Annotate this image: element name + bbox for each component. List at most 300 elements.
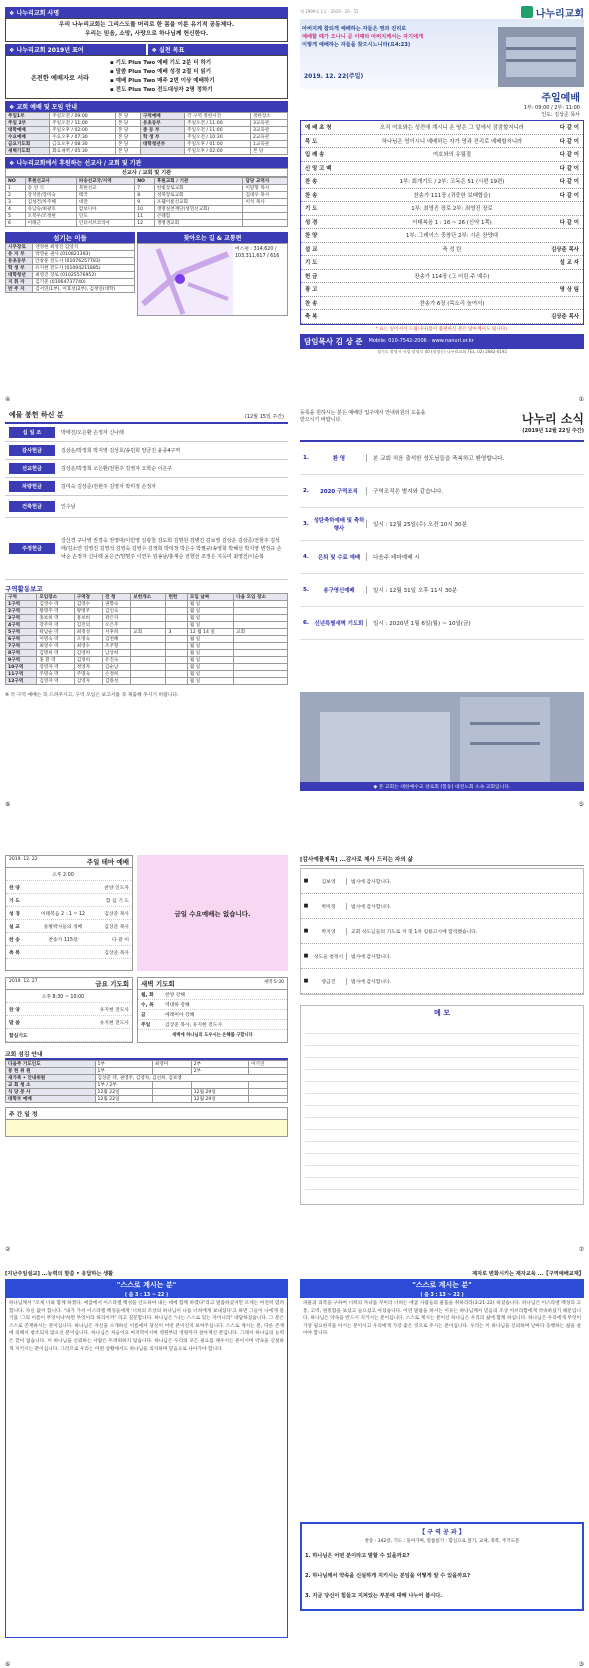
zone-header-cell: 모임 날짜 <box>187 594 233 601</box>
offering-category: 건축헌금 <box>9 501 55 512</box>
order-item-leader: 다 같 이 <box>559 192 579 199</box>
theme-cell: 김상준 목사 <box>104 924 129 930</box>
goal-item: ▪ 예배 Plus Two 매주 2번 이상 예배하기 <box>110 78 215 84</box>
times-row <box>6 148 288 155</box>
zone-cell: 월 일 <box>187 615 233 622</box>
page-number: ④ <box>5 396 11 403</box>
mission-cell: 이태근 <box>25 220 76 227</box>
sermon-body: 하나님께서 "모세 너와 함께 하겠다. 애굽에서 이스라엘 백성을 인도하여 내는 데에 함께 하겠다"라고 말씀하셨지만 모세는 여전히 염려합니다. 자신 없어 합니다. "내가 가서 이스라엘 백성들에게 '너희의 조상의 하나님이 나를 너희에게 보내셨다'고 하면 그들이 나에게 묻기를 '그의 이름이 무엇이냐'하면 무엇이라 하리이까" 라고 질문합니다. 하나님은 "나는 스스로 있는 자이니라" 대답하셨습니다. 그 분은 스스로 존재하시는 분이십니다. 하나님은 자신을 소개하신 이름에서 당신이 어떤 분이신지 보여주십니다. 스스로 계시는 분, 다른 존재에 의해서 창조되지 않으신 분이십니다. 하나님은 처음이요 마지막이시며 영원부터 영원까지 살아계신 분입니다. 그래서 하나님의 능력은 끝이 없습니다. 이 하나님을 신뢰하는 사람은 두려워하지 않습니다. 하나님은 우리의 모든 필요를 채우시는 분이시며 약속을 신실하게 지키시는 분이십니다. 그러므로 우리는 어떤 상황에서도 하나님을 의지하며 믿음으로 나아가야 합니다. <box>5 1298 288 1638</box>
order-item-name: 기 도 <box>305 260 318 267</box>
friday-date: 2019. 12. 27 <box>9 979 38 984</box>
zone-report-table <box>5 593 288 685</box>
theme-service-order <box>6 868 132 959</box>
guide-cell: 봉 헌 위 원 <box>6 1068 96 1075</box>
times-row <box>6 134 288 141</box>
zone-cell: 김영자 <box>74 678 102 685</box>
page-number: ⑤ <box>578 801 584 808</box>
zone-cell: 장영자 댁 <box>37 664 74 671</box>
zone-cell: 김천혜 <box>103 636 131 643</box>
news-heading: 은퇴 및 수료 예배 <box>317 555 361 561</box>
zone-header-cell: 헌헌 <box>166 594 187 601</box>
bullet-icon: ■ <box>303 878 309 884</box>
zone-cell: 김진의 <box>74 622 102 629</box>
zone-cell: 1구역 <box>6 601 37 608</box>
zone-cell <box>234 615 288 622</box>
thanks-content: 범사에 감사합니다. <box>351 904 392 910</box>
guide-row <box>6 1089 288 1096</box>
zone-cell: 최영수 <box>74 643 102 650</box>
zone-cell <box>234 643 288 650</box>
service-guide-table <box>5 1060 288 1103</box>
order-item-name: 예 배 초 청 <box>305 125 332 132</box>
map-heading: 찾아오는 길 & 교통편 <box>137 232 288 243</box>
offering-row <box>5 460 288 478</box>
times-cell: 주일오후 / 02:00 <box>185 148 251 155</box>
mission-header-cell: 후원선교사 <box>25 178 76 185</box>
dawn-day: 금 <box>141 1013 146 1018</box>
times-cell: 수요예배 <box>6 134 50 141</box>
order-item-name: 설 교 <box>305 246 318 253</box>
zone-cell: 김정희 <box>74 657 102 664</box>
zone-cell: 권향숙 <box>103 601 131 608</box>
offering-category: 선교헌금 <box>9 463 55 474</box>
news-item <box>300 607 584 640</box>
mission-header-cell: 담당 교역자 <box>243 178 288 185</box>
times-cell: 본 당 <box>116 141 141 148</box>
mission-cell: 4 <box>6 206 26 213</box>
bulletin-date: 2019. 12. 22(주일) <box>304 73 364 80</box>
offering-names: 박태진/오은환 손정자 신나래 <box>61 429 124 436</box>
guide-cell <box>152 1068 191 1075</box>
zone-cell <box>131 615 166 622</box>
offering-row <box>5 478 288 496</box>
mission-cell: 태국 <box>76 192 134 199</box>
mission-cell: 캄보디아 <box>76 206 134 213</box>
order-item-leader: 다 같 이 <box>559 179 579 186</box>
page-number: ⑦ <box>578 1246 584 1253</box>
mission-cell: 5 <box>6 213 26 220</box>
zone-cell: 7구역 <box>6 643 37 650</box>
zone-cell: 월 일 <box>187 622 233 629</box>
order-item-name: 묵 도 <box>305 138 318 145</box>
mission-cell: 인터서브코리아 <box>76 220 134 227</box>
bulletin-page-study <box>300 1270 584 1668</box>
theme-cell: 김상준 목사 <box>104 950 129 956</box>
order-item-content: 1부: 회개기도 / 2부: 고독은 51 (시편 19편) <box>399 179 505 186</box>
staff-row <box>6 279 135 286</box>
dawn-day: 수, 목 <box>141 1003 154 1008</box>
news-content: 다음주 테마예배 시 <box>366 553 584 561</box>
zone-cell <box>234 650 288 657</box>
zone-cell: 최영수 댁 <box>37 643 74 650</box>
news-item <box>300 442 584 475</box>
dawn-note: 새벽에 하나님의 도우시는 은혜를 구합니다 <box>172 1033 253 1038</box>
zone-cell <box>131 636 166 643</box>
dawn-day: 월, 화 <box>141 993 154 998</box>
mission-cell: 9 <box>135 199 155 206</box>
bullet-icon: ■ <box>303 978 309 984</box>
goal-heading: ❖ 나누리교회 2019년 표어 <box>5 44 146 55</box>
news-number: 4. <box>302 554 310 560</box>
times-cell: 주일1부 <box>6 113 50 120</box>
offering-category: 감사헌금 <box>9 445 55 456</box>
zone-cell: 8구역 <box>6 650 37 657</box>
order-item-name: 축 복 <box>305 314 318 321</box>
dawn-row <box>138 990 287 1000</box>
friday-prayer-order <box>6 990 132 1042</box>
study-title: "스스로 계시는 분" <box>300 1279 584 1291</box>
mission-cell: 오복우/조정현 <box>25 213 76 220</box>
thanks-content: 범사에 감사합니다. <box>351 879 392 885</box>
guide-cell: 1부 / 2부 <box>95 1082 152 1089</box>
order-item <box>301 189 583 203</box>
thanks-row <box>301 869 583 894</box>
church-building-photo <box>498 27 584 87</box>
order-item <box>301 310 583 324</box>
mission-cell: 생명생교회 <box>154 220 243 227</box>
zone-cell: 곽남순 댁 <box>37 629 74 636</box>
bus-info: 버스편 : 314,620 / 103,311,617 / 616 <box>235 247 280 259</box>
staff-row <box>6 244 135 251</box>
zone-cell: 김영희 <box>74 650 102 657</box>
zone-row <box>6 601 288 608</box>
guide-cell <box>249 1089 288 1096</box>
order-item-name: 기 도 <box>305 206 318 213</box>
issue-info: 제 1999호 1호 · 2019 · 20 · 51 <box>300 9 359 14</box>
study-question: 3. 지금 당신이 힘들고 지쳐있는 부분에 대해 나누어 봅시다. <box>305 1593 443 1599</box>
times-cell: 금요기도회 <box>6 141 50 148</box>
staff-row <box>6 272 135 279</box>
mission-cell: 12 <box>135 220 155 227</box>
zone-cell: 교회 <box>234 629 288 636</box>
times-cell: 주일오후 / 01:00 <box>185 141 251 148</box>
theme-row <box>6 881 132 894</box>
news-content: 일시 : 2020년 1월 6일(월) ~ 10일(금) <box>366 619 584 627</box>
zone-cell: 오명숙 <box>74 636 102 643</box>
memo-box <box>300 1005 584 1205</box>
offering-list <box>5 424 288 580</box>
order-item <box>301 270 583 284</box>
worship-leader: 인도: 김상준 목사 <box>541 112 580 118</box>
dawn-time: 새벽 5:30 <box>263 980 284 985</box>
mission-cell <box>243 206 288 213</box>
guide-cell <box>152 1082 191 1089</box>
zone-footer-note: ※ 각 구역 예배는 꼭 드려주시고, 구역 모임은 보고서를 꼭 제출해 주시기 바랍니다. <box>5 693 179 698</box>
map-graphic <box>138 244 233 317</box>
mission-cell: 한빛장로교회 <box>154 185 243 192</box>
thanks-name: 박지영 <box>311 928 347 935</box>
order-item-content: 찬송가 114장 (그 어린 주 예수) <box>414 273 490 280</box>
zone-cell <box>166 643 187 650</box>
friday-cell: 유지현 전도사 <box>99 1007 129 1013</box>
times-cell: 유초등부 <box>140 120 184 127</box>
mission-cell: 대만 <box>76 199 134 206</box>
zone-cell: 손정희 <box>103 671 131 678</box>
times-cell: 본 당 <box>116 134 141 141</box>
guide-row <box>6 1075 288 1082</box>
times-cell: 새벽기도회 <box>6 148 50 155</box>
mission-header-cell: NO <box>6 178 26 185</box>
standing-note: * 표는 일어서서 드립니다(몸이 불편하신 분은 앉아계셔도 됩니다). <box>375 326 509 332</box>
zone-cell: 이명숙 댁 <box>37 636 74 643</box>
times-cell: 대학예배 <box>6 127 50 134</box>
mission-header-row <box>6 178 288 185</box>
zone-cell: 김종성 <box>103 678 131 685</box>
theme-row <box>6 946 132 959</box>
times-cell: 주일오후 / 02:00 <box>50 127 116 134</box>
order-item-content: 하나님은 영이시니 예배하는 자가 영과 진리로 예배할지니라 <box>381 138 523 145</box>
verse-line: 아버지께 참되게 예배하는 자들은 영과 진리로 <box>302 26 407 32</box>
friday-row <box>6 1003 132 1016</box>
zone-cell: 3 <box>166 629 187 636</box>
thanks-name: 박미정 <box>311 903 347 910</box>
news-content: 구역조직은 별지와 같습니다. <box>366 487 584 495</box>
zone-cell <box>131 657 166 664</box>
mission-row <box>6 185 288 192</box>
thanks-row <box>301 894 583 919</box>
news-content: 본 교회 처음 출석한 성도님들을 축복하고 환영합니다. <box>366 454 584 462</box>
order-item-leader: 다 같 이 <box>559 125 579 132</box>
study-questions-title: 【 구 역 공 과 】 <box>419 1529 465 1536</box>
zone-cell: 월 일 <box>187 657 233 664</box>
order-item <box>301 243 583 257</box>
page-number: ③ <box>578 1661 584 1668</box>
zone-cell <box>131 601 166 608</box>
mission-row <box>6 220 288 227</box>
order-item-leader: 영 상 팀 <box>559 287 579 294</box>
thanks-row <box>301 944 583 969</box>
bulletin-page-info <box>5 5 288 403</box>
zone-row <box>6 650 288 657</box>
zone-cell: 월 일 <box>187 643 233 650</box>
zone-cell <box>131 622 166 629</box>
study-question: 1. 하나님은 어떤 분이라고 말할 수 있을까요? <box>305 1553 410 1559</box>
bulletin-page-news <box>300 410 584 808</box>
order-item-leader: 다 같 이 <box>559 138 579 145</box>
order-item <box>301 121 583 135</box>
order-item-name: 입 례 송 <box>305 152 325 159</box>
mission-cell <box>243 213 288 220</box>
zone-cell: 홍보희 댁 <box>37 615 74 622</box>
zone-cell <box>234 622 288 629</box>
theme-cell: 설 교 <box>9 924 20 930</box>
order-item-content: 이태복음 1 : 16 ~ 26 (신약 1쪽) <box>412 219 492 226</box>
order-item-content: 찬송가 6장 (목소리 높여서) <box>419 300 485 307</box>
guide-cell: 2부 <box>191 1068 248 1075</box>
staff-names: 엔정현 최영진 김영석 <box>33 244 135 251</box>
order-item <box>301 216 583 230</box>
offering-category: 차량헌금 <box>9 481 55 492</box>
order-item <box>301 283 583 297</box>
order-item <box>301 175 583 189</box>
order-item-leader: 김상준 목사 <box>551 314 579 321</box>
news-item <box>300 475 584 508</box>
times-cell: 3교육관 <box>250 127 287 134</box>
guide-cell: 이기연 <box>249 1061 288 1068</box>
staff-role: 반 주 자 <box>6 286 33 293</box>
guide-cell <box>249 1082 288 1089</box>
thanks-content: 교회 성도님들의 기도로 저 및 1차 임용고시에 합격했습니다. <box>351 929 478 935</box>
study-header: 제자로 변화시키는 제자교육 ...【구역예배교재】 <box>472 1271 584 1277</box>
vision-text-2: 우리는 믿음, 소망, 사랑으로 하나님께 헌신한다. <box>84 31 209 37</box>
theme-cell: 성 경 <box>9 911 20 917</box>
mission-header-cell: 후원교회 / 기관 <box>154 178 243 185</box>
friday-cell: 찬 양 <box>9 1007 20 1013</box>
zone-header-cell: 구역장 <box>74 594 102 601</box>
zone-row <box>6 622 288 629</box>
order-item <box>301 297 583 311</box>
theme-cell: 합 심 기 도 <box>105 898 129 904</box>
zone-cell <box>166 615 187 622</box>
order-item <box>301 148 583 162</box>
offering-row <box>5 496 288 518</box>
bulletin-page-offerings <box>5 410 288 808</box>
news-list <box>300 440 584 640</box>
zone-cell <box>131 678 166 685</box>
times-cell: 정한장소 <box>250 113 287 120</box>
zone-cell: 12구역 <box>6 678 37 685</box>
times-row <box>6 141 288 148</box>
times-cell: 본 당 <box>116 148 141 155</box>
offering-category: 십 일 조 <box>9 427 55 438</box>
bulletin-page-worship-order <box>300 5 584 403</box>
goal-box <box>5 55 288 99</box>
zone-cell: 왕명주 댁 <box>37 608 74 615</box>
zone-cell: 주명숙 댁 <box>37 671 74 678</box>
zone-cell <box>234 636 288 643</box>
zone-cell <box>166 608 187 615</box>
offering-title: 예물 봉헌 하신 분 <box>9 411 64 419</box>
guide-cell <box>249 1096 288 1103</box>
dawn-title: 새벽 기도회 <box>141 980 175 988</box>
zone-cell <box>234 608 288 615</box>
times-cell: 금요오후 / 08:30 <box>50 141 116 148</box>
dawn-row <box>138 1020 287 1030</box>
wednesday-notice <box>137 855 288 971</box>
zone-cell: 주명숙 <box>74 671 102 678</box>
staff-names: 유지현 전도사 (01094211885) <box>33 265 135 272</box>
church-name: 나누리교회 <box>535 8 584 20</box>
zone-row <box>6 636 288 643</box>
guide-cell: 2부 <box>191 1061 248 1068</box>
guide-cell: 교 회 청 소 <box>6 1082 96 1089</box>
staff-names: 최영진 장로 (01025576952) <box>33 272 135 279</box>
zone-report-title: 구역활동보고 <box>5 585 43 593</box>
zone-cell <box>131 643 166 650</box>
times-cell: 본 당 <box>116 113 141 120</box>
church-logo-icon <box>521 6 533 18</box>
zone-cell <box>166 622 187 629</box>
mission-cell: 생명실천재단(성민선교회) <box>154 206 243 213</box>
mission-row <box>6 199 288 206</box>
zone-cell: 월 일 <box>187 678 233 685</box>
mission-cell: 이달형 목사 <box>243 185 288 192</box>
staff-names: 김기준 (01064737740) <box>33 279 135 286</box>
zone-cell <box>234 664 288 671</box>
zone-header-cell: 모임장소 <box>37 594 74 601</box>
offering-names: 인수남 <box>61 503 76 510</box>
zone-row <box>6 615 288 622</box>
zone-cell: 월 일 <box>187 650 233 657</box>
times-cell: 2교육관 <box>250 134 287 141</box>
theme-cell: 동방박사들의 경배 <box>43 924 83 930</box>
offering-names: 김미숙 김상준/전현주 김영자 박미정 손정자 <box>61 483 156 490</box>
news-item <box>300 574 584 607</box>
staff-row <box>6 286 135 293</box>
thanks-row <box>301 919 583 944</box>
order-item <box>301 256 583 270</box>
times-cell <box>140 148 184 155</box>
mission-cell: 인도 <box>76 213 134 220</box>
mission-row <box>6 206 288 213</box>
zone-cell: 곽은자 <box>103 615 131 622</box>
bulletin-page-thanks <box>300 855 584 1253</box>
guide-cell: 1부 <box>95 1061 152 1068</box>
thanks-name: 김보영 <box>311 878 347 885</box>
mission-header-cell: 파송선교국/지역 <box>76 178 134 185</box>
verse-line: 예배할 때가 오나니 곧 이때라 아버지께서는 자기에게 <box>302 34 424 40</box>
times-cell: 주일오전 / 11:00 <box>50 120 116 127</box>
contact-info: Mobile: 010-7542-2006 · www.nanuri.or.kr <box>368 338 474 344</box>
mission-cell: 북한선교 <box>76 185 134 192</box>
offering-names: 김상운/박정희 박지영 김상호/송민희 양금진 윤종4구역 <box>61 447 181 454</box>
times-row <box>6 120 288 127</box>
friday-cell: 오후 8:30 ~ 10:00 <box>41 994 85 1000</box>
thanks-list <box>300 868 584 995</box>
theme-cell: 김상준 목사 <box>104 911 129 917</box>
order-item <box>301 162 583 176</box>
mission-cell: 3 <box>6 199 26 206</box>
service-guide-title: 교회 섬김 안내 <box>5 1049 288 1060</box>
theme-row <box>6 894 132 907</box>
mission-cell: 2 <box>6 192 26 199</box>
thanks-name: 성도들 청정시 <box>311 953 347 960</box>
zone-cell: 최정성 <box>74 629 102 636</box>
zone-header-cell: 보헌개소 <box>131 594 166 601</box>
zone-cell: 9구역 <box>6 657 37 664</box>
times-cell: 주일 2부 <box>6 120 50 127</box>
goal-item: ▪ 전도 Plus Two 전도대상자 2명 정하기 <box>110 87 213 93</box>
goal-list <box>110 59 283 95</box>
vision-heading: ❖ 나누리교회 사명 <box>5 7 288 18</box>
zone-cell: 교회 <box>131 629 166 636</box>
news-content: 일시 : 12월 25일(수) 오전 10시 30분 <box>366 520 584 528</box>
page-number: ② <box>5 1246 11 1253</box>
zone-row <box>6 629 288 636</box>
order-item-name: 광 고 <box>305 287 318 294</box>
staff-table <box>5 243 135 293</box>
zone-cell: 월 일 <box>187 636 233 643</box>
mission-heading: ❖ 나누리교회에서 후원하는 선교사 / 교회 및 기관 <box>5 157 288 168</box>
mission-cell: 1 <box>6 185 26 192</box>
theme-cell: 이태복음 2 : 1 ~ 12 <box>40 911 85 917</box>
staff-role: 유 지 부 <box>6 251 33 258</box>
staff-role: 학 생 부 <box>6 265 33 272</box>
zone-cell: 김인숙 <box>103 608 131 615</box>
mission-cell: 강석찬/장미숙 <box>25 192 76 199</box>
memo-title: 메 모 <box>434 1009 450 1017</box>
zone-cell: 강주미 댁 <box>37 622 74 629</box>
theme-cell: 오후 2:00 <box>52 872 74 878</box>
zone-cell: 10구역 <box>6 664 37 671</box>
offering-row <box>5 424 288 442</box>
mission-row <box>6 213 288 220</box>
zone-cell: 김순남 <box>103 664 131 671</box>
denomination-caption: ◆ 본 교회는 대한예수교 장로회 (합동) 대전노회 소속 교회입니다. <box>300 782 584 791</box>
friday-row <box>6 1016 132 1029</box>
dawn-content: 에레미아 강해 <box>165 1013 195 1018</box>
zone-cell: 11구역 <box>6 671 37 678</box>
